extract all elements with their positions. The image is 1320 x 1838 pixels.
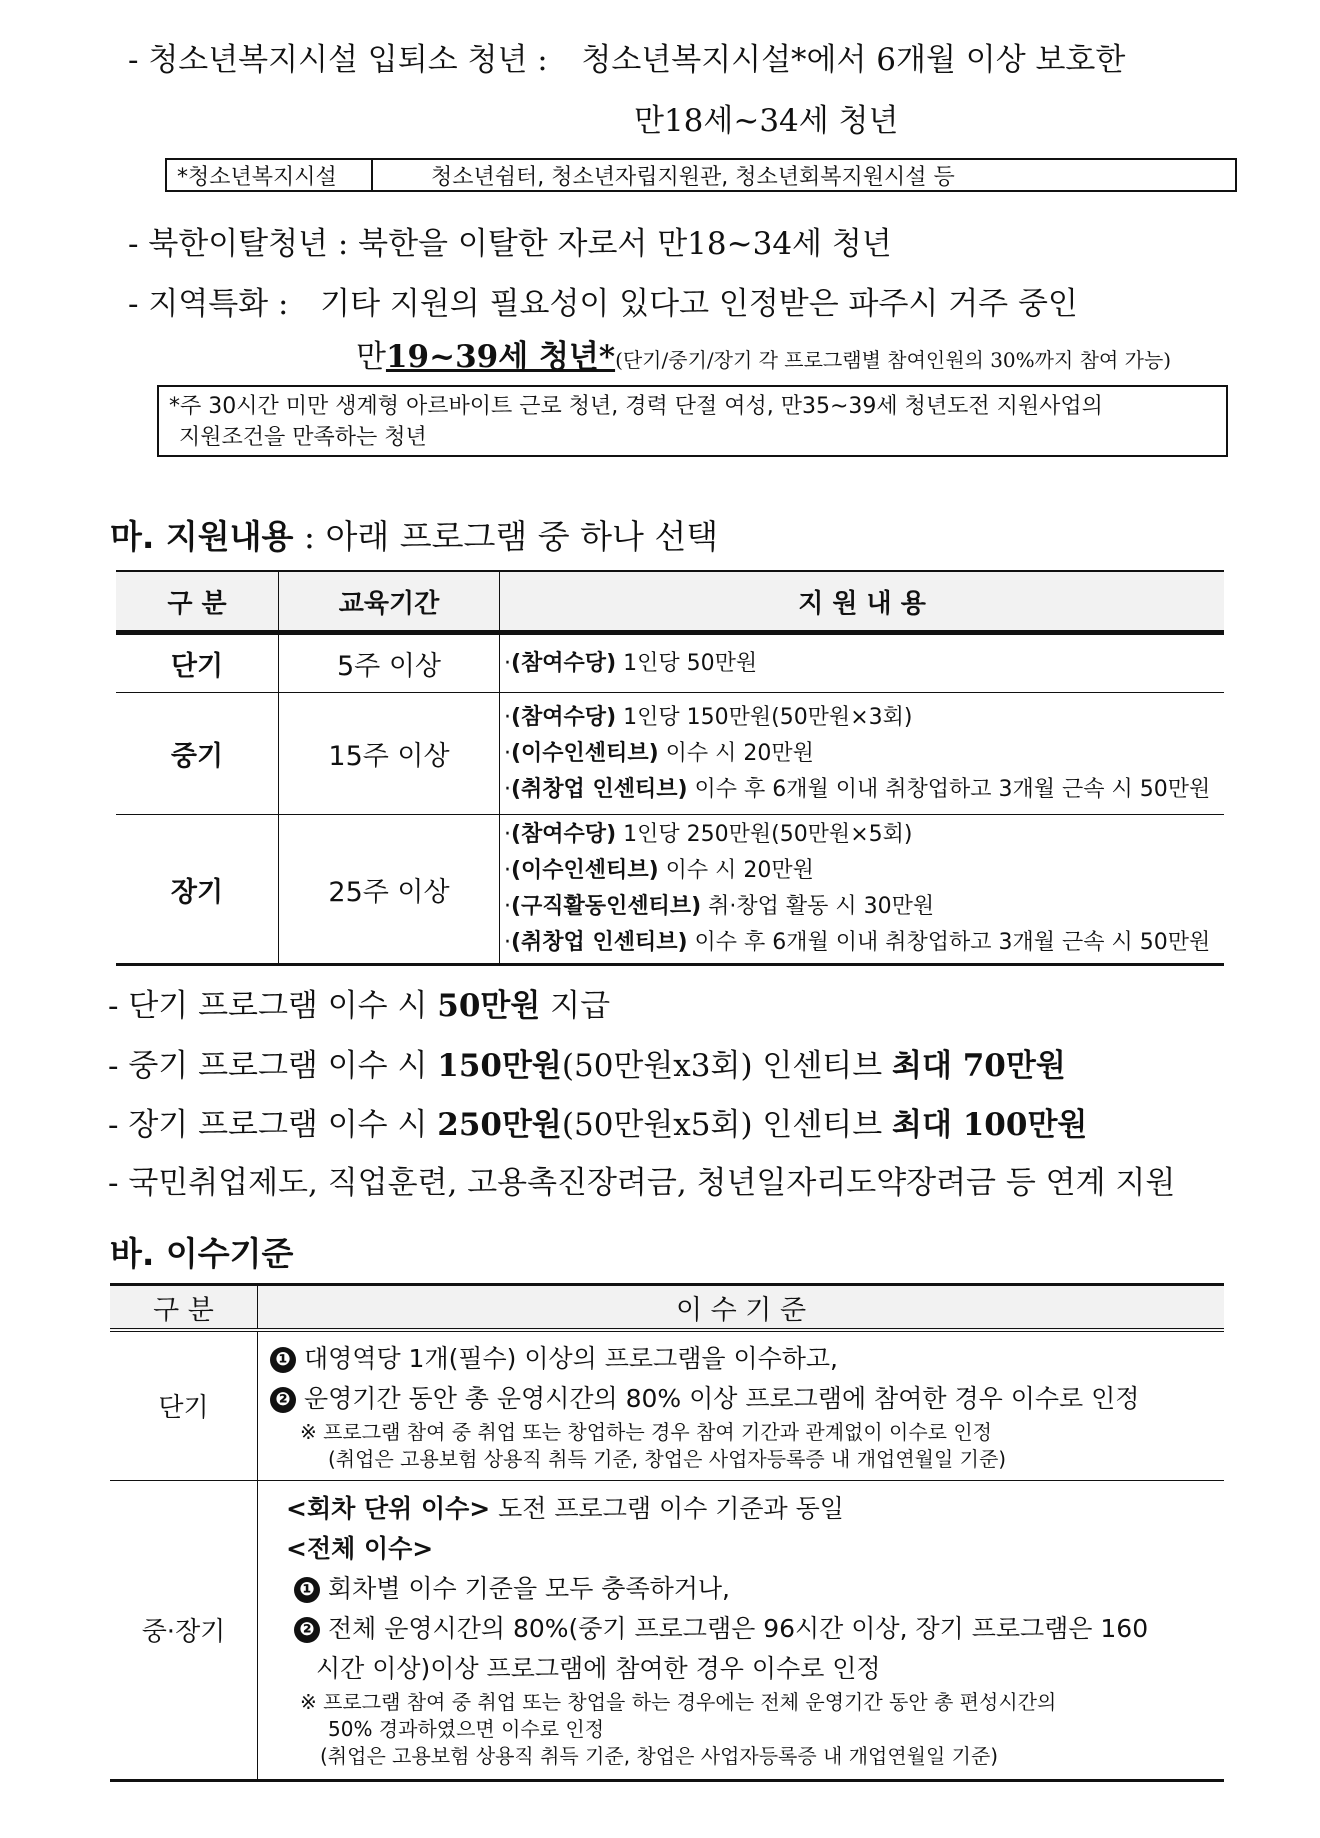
content-item-text: 취·창업 활동 시 30만원 [701,894,935,919]
bullet-max: 최대 70만원 [892,1048,1066,1084]
content-item: ·(이수인센티브) 이수 시 20만원 [504,858,814,883]
eligibility-item-1-desc: 청소년복지시설*에서 6개월 이상 보호한 [581,42,1126,78]
bullet-text: - 중기 프로그램 이수 시 [108,1048,438,1084]
eligibility-item-3-label: - 지역특화 : [128,286,289,322]
facility-definition-key: *청소년복지시설 [167,160,373,190]
criteria-subheading: <전체 이수> [286,1534,434,1563]
regional-definition-box [157,385,1228,457]
header-type: 구 분 [110,1285,258,1331]
regional-definition-line-2: 지원조건을 만족하는 청년 [179,425,427,450]
table-header-row [116,571,1224,633]
eligibility-item-1 [128,34,1125,79]
content-item-tag: (구직활동인센티브) [511,894,702,919]
content-item: ·(참여수당) 1인당 50만원 [504,650,758,676]
content-item-text: 이수 후 6개월 이내 취창업하고 3개월 근속 시 50만원 [687,776,1211,802]
row-period: 15주 이상 [279,693,500,815]
row-type: 중기 [116,693,279,815]
content-item-text: 1인당 50만원 [616,650,758,676]
eligibility-item-3-age: 19~39세 청년* [385,339,616,375]
criteria-line: 시간 이상)이상 프로그램에 참여한 경우 이수로 인정 [316,1654,881,1683]
content-item: ·(취창업 인센티브) 이수 후 6개월 이내 취창업하고 3개월 근속 시 50만원 [504,776,1211,802]
section-ba-heading [110,1228,293,1275]
content-item-tag: (참여수당) [511,704,617,730]
criteria-text: 전체 운영시간의 80%(중기 프로그램은 96시간 이상, 장기 프로그램은 160 [328,1614,1149,1643]
table-header-row [110,1285,1224,1331]
criteria-line [270,1339,1223,1379]
bullet-text: - 장기 프로그램 이수 시 [108,1107,438,1143]
content-item: ·(참여수당) 1인당 250만원(50만원×5회) [504,822,913,847]
facility-definition-value: 청소년쉼터, 청소년자립지원관, 청소년회복지원시설 등 [431,164,955,190]
criteria-text: 운영기간 동안 총 운영시간의 80% 이상 프로그램에 참여한 경우 이수로 인정 [304,1383,1140,1413]
criteria-note: ※ 프로그램 참여 중 취업 또는 창업을 하는 경우에는 전체 운영기간 동안 총 편성시간의 [300,1690,1057,1714]
table-row [116,815,1224,965]
row-type: 장기 [116,815,279,965]
row-content [500,633,1225,693]
header-content: 지 원 내 용 [500,571,1225,633]
eligibility-item-3-age-line [356,331,1171,376]
bullet-amount: 150만원 [437,1048,562,1084]
content-item-text: 이수 시 20만원 [658,858,814,883]
section-ma-heading [110,511,718,558]
criteria-note: 50% 경과하였으면 이수로 인정 [328,1717,605,1741]
number-1-icon: ❶ [294,1577,320,1603]
criteria-text: 대영역당 1개(필수) 이상의 프로그램을 이수하고, [304,1343,838,1373]
bullet-text: 지급 [540,988,611,1024]
row-type: 중·장기 [110,1480,258,1780]
summary-bullet-2 [108,1040,1066,1085]
bullet-amount: 250만원 [437,1107,562,1143]
eligibility-item-1-label: - 청소년복지시설 입퇴소 청년 : [128,42,548,78]
eligibility-item-3-note: (단기/중기/장기 각 프로그램별 참여인원의 30%까지 참여 가능) [615,348,1172,372]
eligibility-item-3 [128,278,1078,323]
bullet-text: (50만원x3회) 인센티브 [561,1048,893,1084]
row-type: 단기 [110,1330,258,1480]
row-content [500,815,1225,965]
content-item: ·(참여수당) 1인당 150만원(50만원×3회) [504,704,913,730]
support-content-table [116,570,1224,966]
bullet-max: 최대 100만원 [892,1107,1088,1143]
eligibility-item-1-desc2: 만18세~34세 청년 [634,103,899,139]
content-item: ·(이수인센티브) 이수 시 20만원 [504,740,814,766]
summary-bullet-1 [108,980,610,1025]
facility-definition-box [165,158,1237,192]
header-period: 교육기간 [279,571,500,633]
section-ma-heading-bold: 마. 지원내용 [110,517,294,556]
eligibility-item-2: - 북한이탈청년 : 북한을 이탈한 자로서 만18~34세 청년 [128,226,892,262]
table-row [116,633,1224,693]
eligibility-item-3-age-prefix: 만 [356,339,386,375]
content-item-tag: (참여수당) [511,650,617,676]
content-item-tag: (참여수당) [511,822,617,847]
bullet-text: (50만원x5회) 인센티브 [561,1107,893,1143]
header-criteria: 이 수 기 준 [258,1285,1225,1331]
criteria-note: (취업은 고용보험 상용직 취득 기준, 창업은 사업자등록증 내 개업연월일 기준) [320,1744,999,1768]
number-1-icon: ❶ [270,1347,296,1373]
criteria-subheading [270,1489,1223,1529]
row-period: 25주 이상 [279,815,500,965]
row-content [500,693,1225,815]
content-item-text: 1인당 150만원(50만원×3회) [616,704,913,730]
regional-definition-line-1: *주 30시간 미만 생계형 아르바이트 근로 청년, 경력 단절 여성, 만35~39세 청년도전 지원사업의 [169,394,1103,419]
criteria-text: 회차별 이수 기준을 모두 충족하거나, [328,1574,730,1603]
content-item-text: 1인당 250만원(50만원×5회) [616,822,913,847]
criteria-text: 도전 프로그램 이수 기준과 동일 [490,1494,844,1523]
content-item: ·(구직활동인센티브) 취·창업 활동 시 30만원 [504,894,935,919]
summary-bullet-3 [108,1099,1087,1144]
criteria-line [270,1569,1223,1609]
section-ma-heading-rest: : 아래 프로그램 중 하나 선택 [293,517,719,556]
criteria-note: ※ 프로그램 참여 중 취업 또는 창업하는 경우 참여 기간과 관계없이 이수로 인정 [300,1419,992,1444]
content-item-tag: (이수인센티브) [511,740,659,766]
completion-criteria-table [110,1283,1224,1782]
table-row [116,693,1224,815]
row-criteria [258,1480,1225,1780]
row-type: 단기 [116,633,279,693]
criteria-line [270,1609,1223,1649]
eligibility-item-3-desc: 기타 지원의 필요성이 있다고 인정받은 파주시 거주 중인 [320,286,1078,322]
content-item-tag: (취창업 인센티브) [511,930,688,955]
content-item-text: 이수 시 20만원 [658,740,814,766]
section-ba-heading-text: 바. 이수기준 [110,1234,294,1273]
header-type: 구 분 [116,571,279,633]
content-item-tag: (취창업 인센티브) [511,776,688,802]
number-2-icon: ❷ [294,1617,320,1643]
bullet-text: - 단기 프로그램 이수 시 [108,988,438,1024]
bullet-amount: 50만원 [437,988,541,1024]
table-row [110,1480,1224,1780]
criteria-note: (취업은 고용보험 상용직 취득 기준, 창업은 사업자등록증 내 개업연월일 기준) [328,1446,1007,1471]
table-row [110,1330,1224,1480]
content-item-tag: (이수인센티브) [511,858,659,883]
criteria-line [270,1379,1223,1419]
content-item-text: 이수 후 6개월 이내 취창업하고 3개월 근속 시 50만원 [687,930,1211,955]
number-2-icon: ❷ [270,1387,296,1413]
criteria-subheading-bold: <회차 단위 이수> [286,1494,491,1523]
row-period: 5주 이상 [279,633,500,693]
row-criteria [258,1330,1225,1480]
content-item: ·(취창업 인센티브) 이수 후 6개월 이내 취창업하고 3개월 근속 시 50만원 [504,930,1211,955]
summary-bullet-4: - 국민취업제도, 직업훈련, 고용촉진장려금, 청년일자리도약장려금 등 연계 지원 [108,1165,1176,1201]
